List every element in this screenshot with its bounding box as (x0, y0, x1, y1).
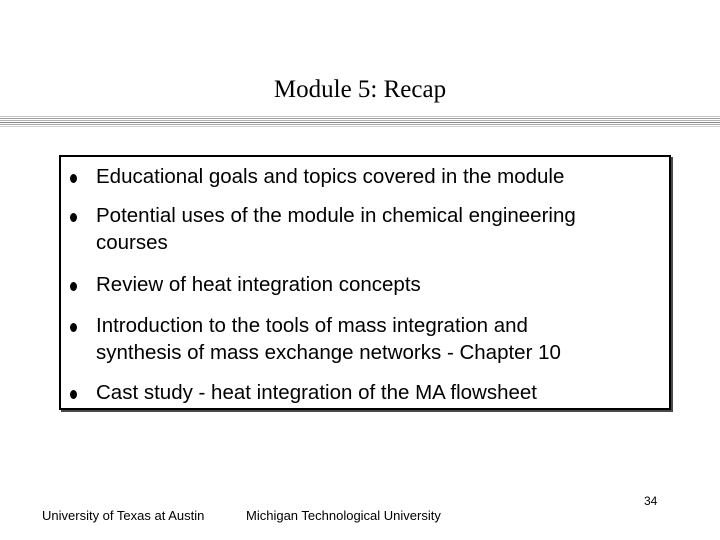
title-divider (0, 116, 720, 128)
bullet-text-line: Introduction to the tools of mass integration and (96, 314, 528, 337)
bullet-dot-icon (70, 174, 77, 183)
bullet-text-line: Review of heat integration concepts (96, 273, 421, 296)
bullet-dot-icon (70, 323, 77, 332)
page-number: 34 (644, 494, 658, 508)
slide-title: Module 5: Recap (273, 76, 447, 103)
bullet-text-line: Potential uses of the module in chemical engineering (96, 204, 576, 227)
bullet-dot-icon (70, 390, 77, 399)
footer-university-left: University of Texas at Austin (42, 508, 205, 523)
bullet-text-line: Cast study - heat integration of the MA flowsheet (96, 381, 537, 404)
bullet-text-line: synthesis of mass exchange networks - Chapter 10 (96, 341, 561, 364)
bullet-dot-icon (70, 213, 77, 222)
bullet-dot-icon (70, 282, 77, 291)
bullet-text-line: Educational goals and topics covered in the module (96, 165, 565, 188)
bullet-text-line: courses (96, 231, 168, 254)
content-box (59, 155, 671, 410)
footer-university-center: Michigan Technological University (246, 508, 441, 523)
